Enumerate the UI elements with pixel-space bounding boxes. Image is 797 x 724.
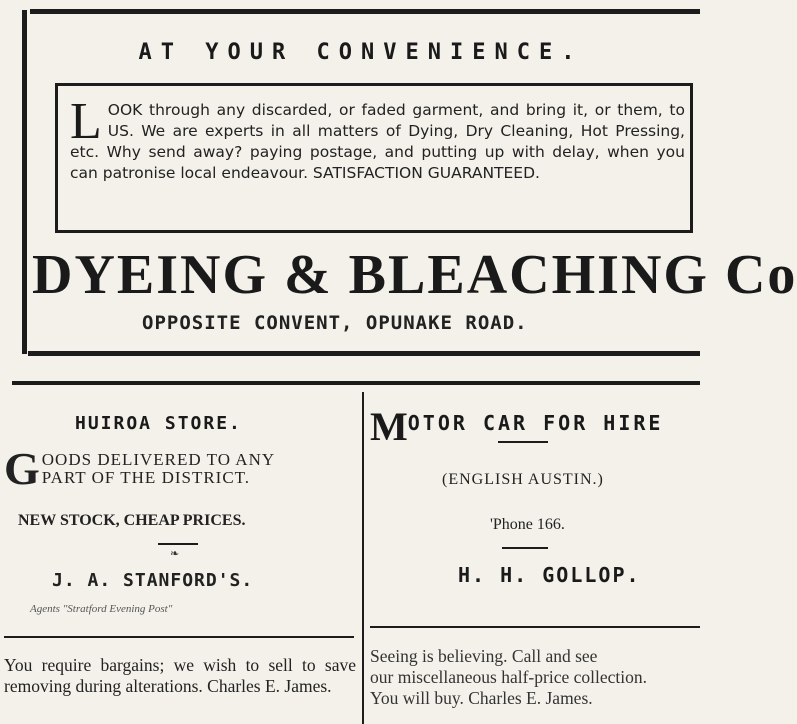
left-column-rule	[4, 636, 354, 638]
goods-line-2: PART OF THE DISTRICT.	[41, 468, 251, 487]
motor-title: OTOR CAR FOR HIRE	[407, 411, 664, 435]
gollop-name: H. H. GOLLOP.	[458, 563, 641, 587]
ornament-icon: ❧	[170, 548, 180, 560]
ad-body: OOK through any discarded, or faded garment, and bring it, or them, to US. We are experts in all matters of Dying, Dry Cleaning, Hot Pressing, etc. Why send away? paying postage, and putting up with delay, when you can patronise local endeavour. SATISFACTION GUARANTEED.	[70, 101, 685, 182]
motor-drop-cap: M	[370, 404, 408, 449]
company-address: OPPOSITE CONVENT, OPUNAKE ROAD.	[142, 312, 528, 334]
ad-heading: AT YOUR CONVENIENCE.	[138, 40, 584, 65]
right-column-rule	[370, 626, 700, 628]
phone-line: 'Phone 166.	[490, 516, 565, 533]
goods-delivered-notice	[4, 443, 349, 494]
seeing-notice	[370, 646, 730, 709]
goods-drop-cap: G	[4, 443, 40, 494]
phone-short-rule	[502, 547, 548, 549]
short-rule	[158, 543, 198, 545]
section-divider-rule	[12, 381, 700, 385]
company-name: DYEING & BLEACHING Co	[32, 244, 797, 306]
seeing-line-1: Seeing is believing. Call and see	[370, 646, 598, 666]
convenience-advertisement	[22, 10, 797, 355]
austin-line: (ENGLISH AUSTIN.)	[442, 471, 604, 488]
seeing-line-3: You will buy. Charles E. James.	[370, 688, 593, 708]
ad-drop-cap: L	[70, 93, 102, 150]
column-divider	[362, 392, 364, 724]
stanford-name: J. A. STANFORD'S.	[52, 570, 254, 591]
new-stock-line: NEW STOCK, CHEAP PRICES.	[18, 512, 246, 529]
ad-body-text	[70, 93, 685, 184]
right-column	[366, 395, 700, 724]
motor-short-rule	[498, 441, 548, 443]
left-column	[0, 395, 362, 724]
store-title: HUIROA STORE.	[75, 413, 242, 434]
goods-line-1: OODS DELIVERED TO ANY	[41, 450, 276, 469]
seeing-line-2: our miscellaneous half-price collection.	[370, 667, 647, 687]
agents-line: Agents "Stratford Evening Post"	[30, 603, 173, 615]
ad-inner-box	[55, 83, 693, 233]
bargains-notice: You require bargains; we wish to sell to save removing during alterations. Charles E. James.	[4, 655, 356, 696]
